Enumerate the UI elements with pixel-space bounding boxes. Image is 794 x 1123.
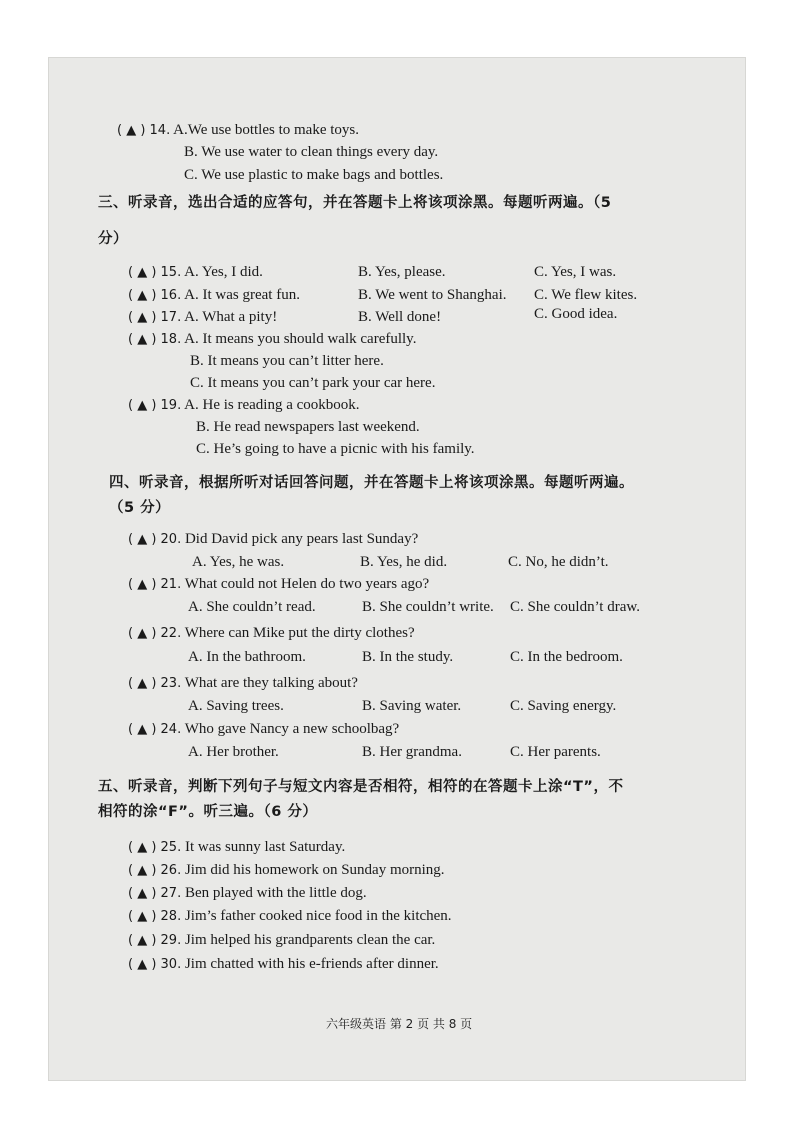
option-c: C. She couldn’t draw.	[510, 599, 640, 615]
q22-options	[188, 648, 668, 666]
option-c: C. In the bedroom.	[510, 649, 623, 665]
statement: Ben played with the little dog.	[184, 885, 367, 901]
question-23	[128, 674, 358, 693]
answer-marker: ( ▲ ) 26.	[128, 863, 182, 878]
question-22	[128, 624, 415, 643]
option-a: A. Yes, he was.	[192, 554, 285, 570]
q20-options	[192, 553, 672, 571]
option-a: A. Yes, I did.	[184, 264, 263, 280]
section-5-heading-cont: 相符的涂“F”。听三遍。（6 分）	[98, 804, 318, 820]
option-a: A. It was great fun.	[184, 287, 300, 303]
q18-option-b: B. It means you can’t litter here.	[190, 353, 384, 369]
option-a: A. In the bathroom.	[188, 649, 306, 665]
option-b: B. In the study.	[362, 649, 454, 665]
answer-marker: ( ▲ ) 20.	[128, 532, 182, 547]
section-5-heading: 五、听录音，判断下列句子与短文内容是否相符，相符的在答题卡上涂“T”，不	[98, 779, 624, 795]
answer-marker: ( ▲ ) 29.	[128, 933, 182, 948]
question-text: Did David pick any pears last Sunday?	[184, 531, 419, 547]
q19-option-b: B. He read newspapers last weekend.	[196, 419, 420, 435]
answer-marker: ( ▲ ) 15.	[128, 265, 182, 280]
answer-marker: ( ▲ ) 30.	[128, 957, 182, 972]
question-18	[128, 330, 416, 349]
statement: Jim’s father cooked nice food in the kitchen.	[184, 908, 452, 924]
page-footer: 六年级英语 第 2 页 共 8 页	[326, 1017, 473, 1031]
question-27	[128, 884, 367, 903]
question-28	[128, 907, 452, 926]
q21-options	[188, 598, 668, 616]
option-a: A. Her brother.	[188, 744, 279, 760]
section-4-heading: 四、听录音，根据所听对话回答问题，并在答题卡上将该项涂黑。每题听两遍。	[109, 475, 634, 491]
section-4-heading-cont: （5 分）	[109, 500, 171, 516]
option-c: C. No, he didn’t.	[508, 554, 609, 570]
question-17	[128, 308, 728, 327]
section-3-heading: 三、听录音，选出合适的应答句，并在答题卡上将该项涂黑。每题听两遍。（5	[98, 195, 612, 211]
statement: Jim did his homework on Sunday morning.	[184, 862, 445, 878]
option-c: C. Saving energy.	[510, 698, 617, 714]
answer-marker: ( ▲ ) 23.	[128, 676, 182, 691]
option-b: B. Saving water.	[362, 698, 462, 714]
question-29	[128, 931, 435, 950]
question-text: What are they talking about?	[184, 675, 358, 691]
question-25	[128, 838, 345, 857]
answer-marker: ( ▲ ) 25.	[128, 840, 182, 855]
option-b: B. We went to Shanghai.	[358, 287, 507, 303]
q14-option-b: B. We use water to clean things every day.	[184, 144, 439, 160]
section-3-heading-cont: 分）	[98, 231, 128, 247]
question-text: Who gave Nancy a new schoolbag?	[184, 721, 400, 737]
answer-marker: ( ▲ ) 17.	[128, 310, 182, 325]
question-20	[128, 530, 418, 549]
option-b: B. Her grandma.	[362, 744, 462, 760]
q23-options	[188, 697, 668, 715]
option-b: B. Yes, he did.	[360, 554, 448, 570]
question-21	[128, 575, 429, 594]
q24-options	[188, 743, 668, 761]
question-text: What could not Helen do two years ago?	[184, 576, 430, 592]
answer-marker: ( ▲ ) 27.	[128, 886, 182, 901]
question-15	[128, 263, 728, 282]
option-a: A. He is reading a cookbook.	[184, 397, 360, 413]
option-a: A. It means you should walk carefully.	[184, 331, 417, 347]
option-c: C. Her parents.	[510, 744, 601, 760]
answer-marker: ( ▲ ) 19.	[128, 398, 182, 413]
option-a: A.We use bottles to make toys.	[173, 122, 360, 138]
statement: It was sunny last Saturday.	[184, 839, 346, 855]
q18-option-c: C. It means you can’t park your car here.	[190, 375, 436, 391]
answer-marker: ( ▲ ) 24.	[128, 722, 182, 737]
answer-marker: ( ▲ ) 21.	[128, 577, 182, 592]
option-a: A. What a pity!	[184, 309, 278, 325]
question-24	[128, 720, 399, 739]
question-text: Where can Mike put the dirty clothes?	[184, 625, 415, 641]
option-a: A. She couldn’t read.	[188, 599, 316, 615]
statement: Jim chatted with his e-friends after dinner.	[184, 956, 439, 972]
option-b: B. She couldn’t write.	[362, 599, 494, 615]
option-c: C. We flew kites.	[534, 287, 638, 303]
option-c: C. Yes, I was.	[534, 264, 617, 280]
option-b: B. Yes, please.	[358, 264, 446, 280]
answer-marker: ( ▲ ) 16.	[128, 288, 182, 303]
question-26	[128, 861, 445, 880]
q14-option-c: C. We use plastic to make bags and bottles.	[184, 167, 444, 183]
option-c: C. Good idea.	[534, 306, 618, 322]
statement: Jim helped his grandparents clean the car.	[184, 932, 436, 948]
question-16	[128, 286, 728, 305]
question-14	[117, 121, 359, 140]
option-b: B. Well done!	[358, 309, 442, 325]
question-19	[128, 396, 360, 415]
option-a: A. Saving trees.	[188, 698, 284, 714]
answer-marker: ( ▲ ) 18.	[128, 332, 182, 347]
answer-marker: ( ▲ ) 22.	[128, 626, 182, 641]
answer-marker: ( ▲ ) 28.	[128, 909, 182, 924]
answer-marker: ( ▲ ) 14.	[117, 123, 171, 138]
question-30	[128, 955, 439, 974]
q19-option-c: C. He’s going to have a picnic with his family.	[196, 441, 475, 457]
